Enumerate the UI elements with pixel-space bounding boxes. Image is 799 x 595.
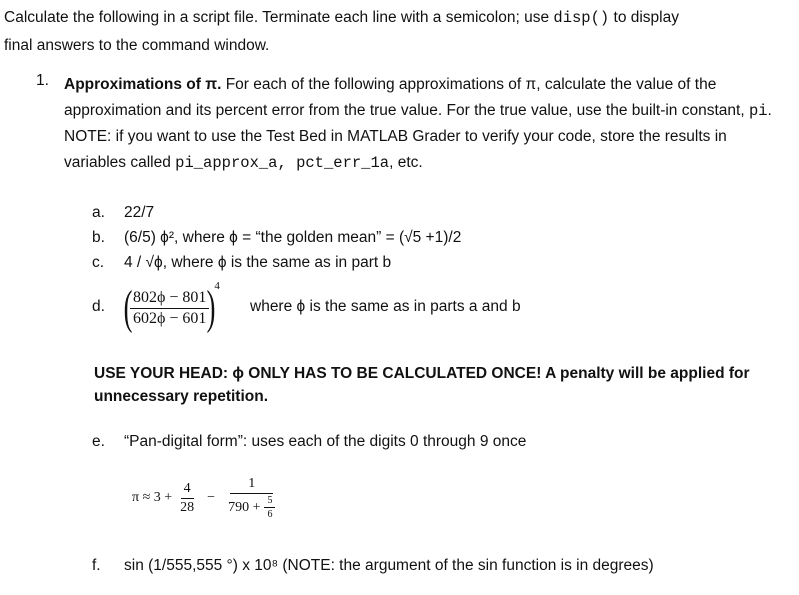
intro-disp-code: disp() — [553, 9, 610, 27]
item-b-text: (6/5) ϕ², where ϕ = “the golden mean” = (√5 +1)/2 — [124, 229, 462, 246]
item-c-text: 4 / √ϕ, where ϕ is the same as in part b — [124, 254, 392, 271]
pan-frac1-num: 4 — [181, 481, 194, 499]
question-title: Approximations of π. — [64, 76, 222, 93]
question-code-pi: pi — [748, 102, 768, 120]
intro-line1-pre: Calculate the following in a script file. Terminate each line with a semicolon; use — [4, 9, 554, 26]
pan-frac2-den-pre: 790 + — [228, 499, 261, 515]
right-paren: ) — [207, 281, 216, 334]
item-d-formula — [120, 282, 220, 334]
intro-line1-post: to display — [609, 9, 679, 26]
question-body-part1: For each of the following approximations of π, calculate the value of the approximation and its percent error from the true value. For the true value, use the built-in constant, — [64, 76, 749, 119]
item-d-numerator: 802ϕ − 801 — [130, 289, 209, 309]
item-e-text: “Pan-digital form”: uses each of the digits 0 through 9 once — [124, 433, 527, 450]
question-number: 1. — [36, 72, 49, 89]
pan-frac2-den — [225, 494, 278, 520]
item-f-text: sin (1/555,555 °) x 10⁸ (NOTE: the argument of the sin function is in degrees) — [124, 557, 654, 574]
intro-line2: final answers to the command window. — [4, 37, 270, 54]
item-d-exponent: 4 — [214, 280, 220, 292]
warning-text: USE YOUR HEAD: ϕ ONLY HAS TO BE CALCULATED ONCE! A penalty will be applied for unnecessary repetition. — [94, 365, 750, 405]
pan-frac1 — [177, 481, 197, 516]
question-code-vars: pi_approx_a, pct_err_1a — [175, 154, 390, 172]
pan-frac1-den: 28 — [180, 499, 195, 515]
pan-frac3-num: 5 — [264, 495, 275, 508]
left-paren: ( — [123, 281, 133, 334]
pan-digital-formula — [132, 470, 278, 526]
question-body — [64, 72, 789, 176]
intro-text — [4, 4, 679, 59]
item-a-text: 22/7 — [124, 204, 155, 221]
item-b-label: b. — [92, 229, 105, 246]
item-d-text: where ϕ is the same as in parts a and b — [250, 298, 521, 315]
question-body-part3: , etc. — [389, 154, 423, 171]
pan-frac3 — [264, 495, 275, 520]
item-f-label: f. — [92, 557, 101, 574]
pan-frac2 — [225, 476, 278, 520]
item-d-denominator: 602ϕ − 601 — [132, 309, 207, 327]
item-a-label: a. — [92, 204, 105, 221]
question-body-part2: . NOTE: if you want to use the Test Bed in MATLAB Grader to verify your code, store the results in variables called — [64, 102, 772, 171]
item-e-label: e. — [92, 433, 105, 450]
item-c-label: c. — [92, 254, 105, 271]
item-d-fraction — [130, 289, 209, 328]
pan-minus: − — [207, 490, 216, 505]
pan-frac2-num: 1 — [230, 476, 273, 494]
pan-lhs: π ≈ 3 + — [132, 490, 173, 505]
pan-frac3-den: 6 — [267, 509, 273, 520]
item-d-label: d. — [92, 298, 105, 315]
